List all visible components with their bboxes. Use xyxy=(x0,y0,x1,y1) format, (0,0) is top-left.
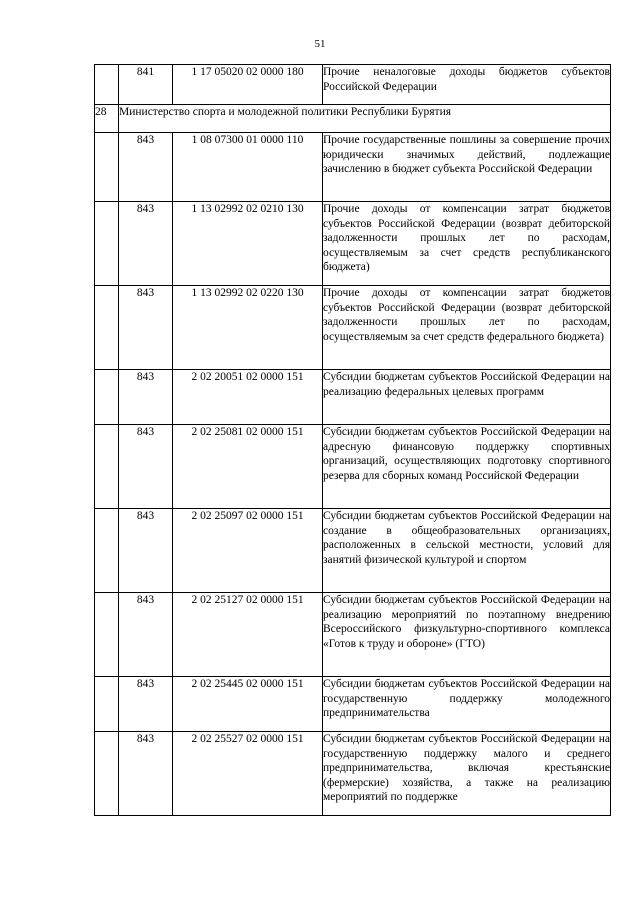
row-number-cell xyxy=(95,593,119,677)
description-text: Прочие государственные пошлины за совершение прочих юридически значимых действий, подлежащие зачислению в бюджет субъекта Российской Федерации xyxy=(323,134,610,175)
table-row xyxy=(95,593,611,677)
description-cell xyxy=(323,677,611,732)
budget-code-cell: 1 17 05020 02 0000 180 xyxy=(173,65,323,105)
table-row xyxy=(95,370,611,425)
description-text: Субсидии бюджетам субъектов Российской Федерации на создание в общеобразовательных организациях, расположенных в сельской местности, условий для занятий физической культурой и спортом xyxy=(323,510,610,566)
description-cell xyxy=(323,509,611,593)
description-cell xyxy=(323,732,611,816)
description-text: Субсидии бюджетам субъектов Российской Федерации на реализацию федеральных целевых программ xyxy=(323,371,610,398)
row-number-cell xyxy=(95,202,119,286)
table-row xyxy=(95,677,611,732)
admin-code-cell: 843 xyxy=(119,732,173,816)
budget-code-cell: 2 02 25127 02 0000 151 xyxy=(173,593,323,677)
admin-code-cell: 843 xyxy=(119,509,173,593)
description-cell xyxy=(323,286,611,370)
budget-code-cell: 2 02 20051 02 0000 151 xyxy=(173,370,323,425)
row-number-cell xyxy=(95,65,119,105)
row-number-cell xyxy=(95,677,119,732)
row-number-cell xyxy=(95,370,119,425)
description-text: Субсидии бюджетам субъектов Российской Федерации на государственную поддержку молодежного предпринимательства xyxy=(323,678,610,719)
row-number-cell xyxy=(95,133,119,202)
row-number-cell xyxy=(95,286,119,370)
table-row xyxy=(95,133,611,202)
budget-code-cell: 1 13 02992 02 0210 130 xyxy=(173,202,323,286)
budget-code-cell: 1 13 02992 02 0220 130 xyxy=(173,286,323,370)
admin-code-cell: 843 xyxy=(119,425,173,509)
row-number-cell xyxy=(95,425,119,509)
section-header-row xyxy=(95,105,611,133)
table-row xyxy=(95,425,611,509)
description-text: Субсидии бюджетам субъектов Российской Федерации на адресную финансовую поддержку спортивных организаций, осуществляющих подготовку спортивного резерва для сборных команд Российской Федерации xyxy=(323,426,610,482)
description-text: Субсидии бюджетам субъектов Российской Федерации на государственную поддержку малого и среднего предпринимательства, включая крестьянские (фермерские) хозяйства, а также на реализацию мероприятий по поддержке xyxy=(323,733,610,803)
budget-code-cell: 1 08 07300 01 0000 110 xyxy=(173,133,323,202)
description-text: Прочие доходы от компенсации затрат бюджетов субъектов Российской Федерации (возврат дебиторской задолженности прошлых лет по расходам, осуществляемым за счет средств республиканского бюджета) xyxy=(323,203,610,273)
description-text: Прочие неналоговые доходы бюджетов субъектов Российской Федерации xyxy=(323,66,610,93)
description-cell xyxy=(323,425,611,509)
admin-code-cell: 843 xyxy=(119,370,173,425)
budget-code-cell: 2 02 25527 02 0000 151 xyxy=(173,732,323,816)
description-cell xyxy=(323,370,611,425)
row-number-cell xyxy=(95,732,119,816)
table-row xyxy=(95,732,611,816)
page-number: 51 xyxy=(314,38,326,50)
admin-code-cell: 843 xyxy=(119,677,173,732)
description-cell xyxy=(323,65,611,105)
admin-code-cell: 843 xyxy=(119,202,173,286)
admin-code-cell: 843 xyxy=(119,593,173,677)
revenue-codes-table xyxy=(94,64,611,816)
table-row xyxy=(95,202,611,286)
description-text: Субсидии бюджетам субъектов Российской Федерации на реализацию мероприятий по поэтапному внедрению Всероссийского физкультурно-спортивного комплекса «Готов к труду и обороне» (ГТО) xyxy=(323,594,610,650)
admin-code-cell: 843 xyxy=(119,286,173,370)
budget-code-cell: 2 02 25081 02 0000 151 xyxy=(173,425,323,509)
budget-code-cell: 2 02 25097 02 0000 151 xyxy=(173,509,323,593)
table-row xyxy=(95,65,611,105)
table-row xyxy=(95,286,611,370)
admin-code-cell: 841 xyxy=(119,65,173,105)
table-row xyxy=(95,509,611,593)
admin-code-cell: 843 xyxy=(119,133,173,202)
section-number: 28 xyxy=(95,105,119,133)
row-number-cell xyxy=(95,509,119,593)
description-text: Прочие доходы от компенсации затрат бюджетов субъектов Российской Федерации (возврат дебиторской задолженности прошлых лет по расходам, осуществляемым за счет средств федерального бюджета) xyxy=(323,287,610,343)
description-cell xyxy=(323,202,611,286)
budget-code-cell: 2 02 25445 02 0000 151 xyxy=(173,677,323,732)
description-cell xyxy=(323,593,611,677)
section-title: Министерство спорта и молодежной политики Республики Бурятия xyxy=(119,105,611,133)
description-cell xyxy=(323,133,611,202)
